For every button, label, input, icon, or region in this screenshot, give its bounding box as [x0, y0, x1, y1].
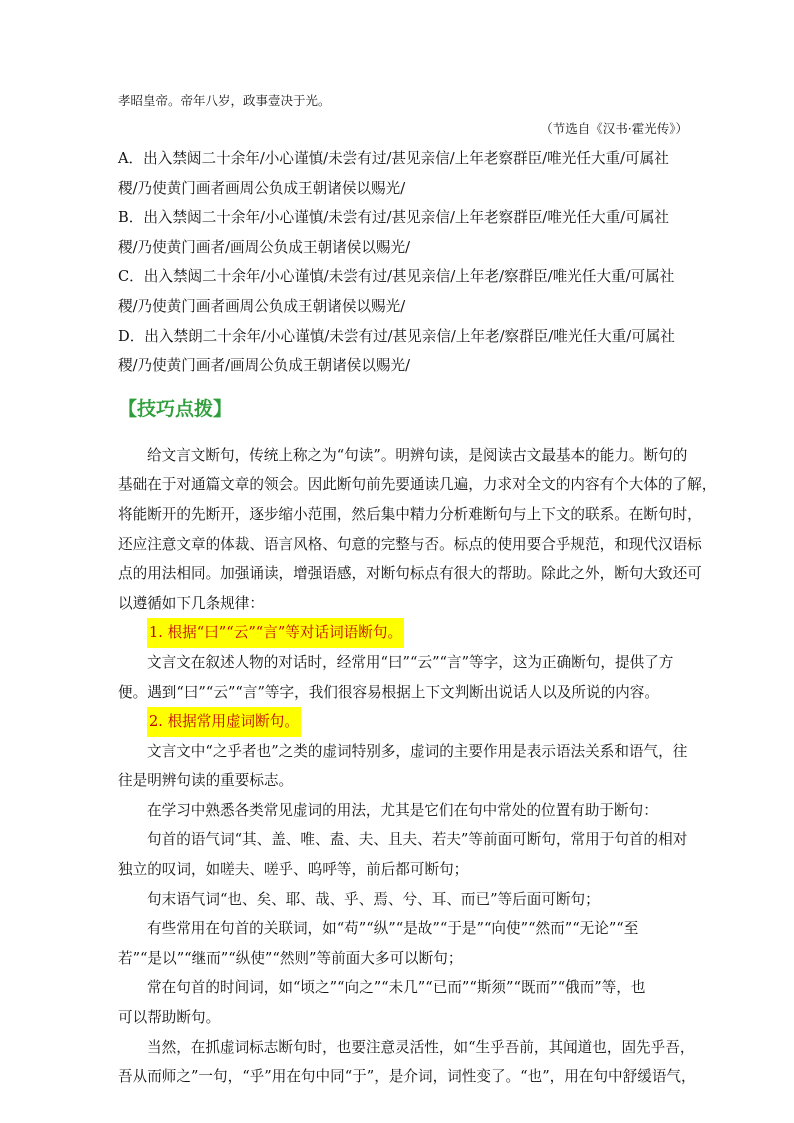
rule-2-heading: 2. 根据常用虚词断句。 [147, 707, 301, 737]
rule-2-text: 吾从而师之”一句，“乎”用在句中同“于”，是介词，词性变了。“也”，用在句中舒缓语气， [118, 1068, 696, 1086]
rule-2-text: 当然，在抓虚词标志断句时，也要注意灵活性，如“生乎吾前，其闻道也，固先乎吾， [147, 1038, 695, 1056]
intro-line: 给文言文断句，传统上称之为“句读”。明辨句读，是阅读古文最基本的能力。断句的 [147, 446, 688, 464]
intro-paragraph [118, 441, 717, 619]
passage-end: 孝昭皇帝。帝年八岁，政事壹决于光。 [118, 93, 331, 108]
option-b-line-2: 稷/乃使黄门画者/画周公负成王朝诸侯以赐光/ [118, 238, 411, 256]
option-d-line-2: 稷/乃使黄门画者/画周公负成王朝诸侯以赐光/ [118, 357, 411, 375]
option-c-line-2: 稷/乃使黄门画者画周公负成王朝诸侯以赐光/ [118, 297, 406, 315]
rule-1-text: 便。遇到“曰”“云”“言”等字，我们很容易根据上下文判断出说话人以及所说的内容。 [118, 683, 659, 701]
rule-2-text: 句首的语气词“其、盖、唯、盍、夫、且夫、若夫”等前面可断句，常用于句首的相对 [147, 831, 688, 849]
rule-2-text: 可以帮助断句。 [118, 1009, 221, 1027]
passage-source: （节选自《汉书·霍光传》） [540, 121, 688, 136]
rule-2-text: 独立的叹词，如嗟夫、嗟乎、呜呼等，前后都可断句； [118, 861, 469, 879]
intro-line: 点的用法相同。加强诵读，增强语感，对断句标点有很大的帮助。除此之外，断句大致还可 [118, 565, 702, 583]
rule-1-heading: 1. 根据“曰”“云”“言”等对话词语断句。 [147, 618, 404, 648]
rule-1-text: 文言文在叙述人物的对话时，经常用“曰”“云”“言”等字，这为正确断句，提供了方 [147, 653, 674, 671]
rule-2-text: 句末语气词“也、矣、耶、哉、乎、焉、兮、耳、而已”等后面可断句； [147, 890, 600, 908]
option-b-line-1: B．出入禁闼二十余年/小心谨慎/未尝有过/甚见亲信/上年老察群臣/唯光任大重/可属社 [118, 209, 670, 227]
rule-2-text: 在学习中熟悉各类常见虚词的用法，尤其是它们在句中常处的位置有助于断句： [147, 801, 658, 819]
intro-line: 基础在于对通篇文章的领会。因此断句前先要通读几遍，力求对全文的内容有个大体的了解， [118, 476, 717, 494]
intro-line: 还应注意文章的体裁、语言风格、句意的完整与否。标点的使用要合乎规范，和现代汉语标 [118, 535, 702, 553]
option-a-line-2: 稷/乃使黄门画者画周公负成王朝诸侯以赐光/ [118, 179, 406, 197]
rule-2-text: 文言文中“之乎者也”之类的虚词特别多，虚词的主要作用是表示语法关系和语气，往 [147, 742, 688, 760]
rule-2-text: 若”“是以”“继而”“纵使”“然则”等前面大多可以断句； [118, 949, 463, 967]
rule-2-text: 有些常用在句首的关联词，如“苟”“纵”“是故”“于是”“向使”“然而”“无论”“至 [147, 920, 639, 938]
intro-line: 以遵循如下几条规律： [118, 594, 264, 612]
rule-2-text: 常在句首的时间词，如“顷之”“向之”“未几”“已而”“斯须”“既而”“俄而”等，也 [147, 979, 646, 997]
intro-line: 将能断开的先断开，逐步缩小范围，然后集中精力分析难断句与上下文的联系。在断句时， [118, 505, 702, 523]
rule-2-text: 往是明辨句读的重要标志。 [118, 772, 294, 790]
option-d-line-1: D．出入禁朗二十余年/小心谨慎/未尝有过/甚见亲信/上年老/察群臣/唯光任大重/可属社 [118, 327, 675, 345]
option-a-line-1: A．出入禁闼二十余年/小心谨慎/未尝有过/甚见亲信/上年老察群臣/唯光任大重/可属社 [118, 150, 669, 167]
options-list [118, 144, 684, 381]
option-c-line-1: C．出入禁闼二十余年/小心谨慎/未尝有过/甚见亲信/上年老/察群臣/唯光任大重/可属社 [118, 268, 675, 286]
section-title: 【技巧点拨】 [118, 397, 233, 420]
